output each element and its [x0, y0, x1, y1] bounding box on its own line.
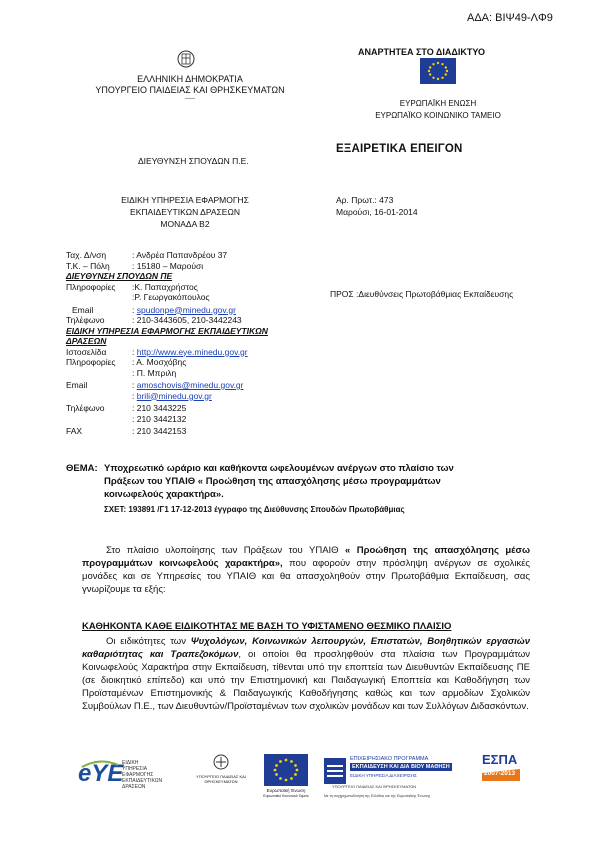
website-label: Ιστοσελίδα	[66, 346, 107, 357]
phone-value: : 210-3443605, 210-3442243	[132, 315, 242, 325]
email-row: Email : spudonpe@minedu.gov.gr	[66, 305, 326, 316]
subject-line-1: Υποχρεωτικό ωράριο και καθήκοντα ωφελουμένων ανέργων στο πλαίσιο των	[104, 463, 454, 474]
ada-code: ΑΔΑ: ΒΙΨ49-ΛΦ9	[467, 12, 553, 24]
phone2-value-2: : 210 3442132	[132, 413, 187, 424]
address-value: : Ανδρέα Παπανδρέου 37	[132, 250, 228, 260]
info2-row	[66, 357, 326, 368]
intro-paragraph: Στο πλαίσιο υλοποίησης των Πράξεων του ΥΠΑΙΘ « Προώθηση της απασχόλησης μέσω προγραμμάτων κοινωφελούς χαρακτήρα», που αφορούν στην πρόσληψη ανέργων σε σχολικές μονάδες και σε Υπηρεσίες του ΥΠΑΙΘ και θα απασχοληθούν στην Πρωτοβάθμια Εκπαίδευση, σας γνωρίζουμε τα εξής:	[82, 545, 531, 595]
program-icon	[324, 758, 346, 784]
ministry-name: ΥΠΟΥΡΓΕΙΟ ΠΑΙΔΕΙΑΣ ΚΑΙ ΘΡΗΣΚΕΥΜΑΤΩΝ	[95, 85, 285, 95]
website-row: Ιστοσελίδα : http://www.eye.minedu.gov.gr	[66, 346, 248, 357]
ministry-logo-text: ΥΠΟΥΡΓΕΙΟ ΠΑΙΔΕΙΑΣ ΚΑΙ ΘΡΗΣΚΕΥΜΑΤΩΝ	[196, 774, 246, 784]
phone2-label: Τηλέφωνο	[66, 403, 105, 413]
program-subtitle: ΕΚΠΑΙΔΕΥΣΗ ΚΑΙ ΔΙΑ ΒΙΟΥ ΜΑΘΗΣΗ	[352, 764, 450, 770]
directorate-name: ΔΙΕΥΘΥΝΣΗ ΣΠΟΥΔΩΝ Π.Ε.	[138, 156, 249, 166]
email2-label: Email	[66, 380, 88, 390]
eye-brand: eYE	[78, 760, 124, 787]
eye-swoosh-icon	[80, 756, 120, 766]
phone2-row-2	[66, 414, 326, 425]
unit-line-1: ΕΙΔΙΚΗ ΥΠΗΡΕΣΙΑ ΕΦΑΡΜΟΓΗΣ	[121, 195, 249, 205]
info-row	[66, 282, 326, 293]
eu-union-label: ΕΥΡΩΠΑΪΚΗ ΕΝΩΣΗ	[399, 99, 477, 108]
postcode-value: : 15180 – Μαρούσι	[132, 260, 204, 271]
protocol-number: Αρ. Πρωτ.: 473	[336, 195, 394, 205]
urgent-label: ΕΞΑΙΡΕΤΙΚΑ ΕΠΕΙΓΟΝ	[336, 143, 463, 155]
program-note: Με τη συγχρηματοδότηση της Ελλάδας και της Ευρωπαϊκής Ένωσης	[324, 794, 431, 798]
subject-line-2: Πράξεων του ΥΠΑΙΘ « Προώθηση της απασχόλησης μέσω προγραμμάτων	[104, 476, 441, 487]
info2-value-1: : Α. Μοσχόβης	[132, 357, 187, 367]
specialties-list: Ψυχολόγων, Κοινωνικών λειτουργών, Επιστατών, Βοηθητικών εργασιών καθαριότητας και Τραπεζοκόμων	[82, 636, 530, 660]
eye-text: ΕΙΔΙΚΗ ΥΠΗΡΕΣΙΑ ΕΦΑΡΜΟΓΗΣ ΕΚΠΑΙΔΕΥΤΙΚΩΝ ΔΡΑΣΕΩΝ	[122, 760, 163, 790]
footer-logos	[0, 748, 595, 808]
phone2-row	[66, 403, 326, 414]
intro-program-name: « Προώθηση της απασχόλησης μέσω προγραμμάτων κοινωφελούς χαρακτήρα»,	[82, 545, 530, 569]
directorate-heading: ΔΙΕΥΘΥΝΣΗ ΣΠΟΥΔΩΝ ΠΕ	[66, 271, 173, 281]
phone2-value-1: : 210 3443225	[132, 403, 187, 413]
postcode-row	[66, 261, 326, 272]
internet-notice: ΑΝΑΡΤΗΤΕΑ ΣΤΟ ΔΙΑΔΙΚΤΥΟ	[358, 47, 485, 57]
email2-link-1[interactable]: amoschovis@minedu.gov.gr	[136, 380, 244, 390]
section-paragraph: Οι ειδικότητες των Ψυχολόγων, Κοινωνικών λειτουργών, Επιστατών, Βοηθητικών εργασιών καθαριότητας και Τραπεζοκόμων, οι οποίοι θα προσληφθούν στα πλαίσια των Προγραμμάτων Κοινωφελούς Χαρακτήρα στην Εκπαίδευση, τίθενται υπό την εποπτεία των Διευθυντών Εκπαίδευσης ΠΕ (σε διοικητικό επίπεδο) και υπό την Επιστημονική και Παιδαγωγική Εποπτεία και Καθοδήγηση των Προϊσταμένων Επιστημονικής & Παιδαγωγικής Καθοδήγησης καθώς και των αρμοδίων Σχολικών Συμβούλων Π.Ε., των Διευθυντών/Προϊσταμένων των σχολικών μονάδων και των Συλλόγων Διδασκόντων.	[82, 636, 530, 712]
postcode-label: Τ.Κ. – Πόλη	[66, 260, 110, 271]
unit-line-2: ΕΚΠΑΙΔΕΥΤΙΚΩΝ ΔΡΑΣΕΩΝ	[130, 207, 240, 217]
contact-block	[66, 250, 326, 437]
program-subtitle-3: ΥΠΟΥΡΓΕΙΟ ΠΑΙΔΕΙΑΣ ΚΑΙ ΘΡΗΣΚΕΥΜΑΤΩΝ	[332, 784, 417, 789]
republic-name: ΕΛΛΗΝΙΚΗ ΔΗΜΟΚΡΑΤΙΑ	[137, 74, 243, 84]
info2-row-2	[66, 368, 326, 379]
email2-link-2[interactable]: brili@minedu.gov.gr	[136, 390, 212, 401]
espa-years: 2007-2013	[484, 770, 516, 777]
protocol-date: Μαρούσι, 16-01-2014	[336, 207, 418, 217]
fax-value: : 210 3442153	[132, 426, 187, 436]
espa-title: ΕΣΠΑ	[482, 752, 518, 767]
subject-reference: ΣΧΕΤ: 193891 /Γ1 17-12-2013 έγγραφο της Διεύθυνσης Σπουδών Πρωτοβάθμιας	[104, 505, 405, 514]
espa-logo	[480, 752, 522, 792]
address-row	[66, 250, 326, 261]
program-subtitle-2: ΕΙΔΙΚΗ ΥΠΗΡΕΣΙΑ ΔΙΑΧΕΙΡΙΣΗΣ	[350, 773, 417, 778]
subject-label: ΘΕΜΑ:	[66, 463, 98, 474]
unit-heading-2: ΔΡΑΣΕΩΝ	[66, 336, 107, 346]
ministry-logo	[196, 754, 246, 798]
section-heading: ΚΑΘΗΚΟΝΤΑ ΚΑΘΕ ΕΙΔΙΚΟΤΗΤΑΣ ΜΕ ΒΑΣΗ ΤΟ ΥΦΙΣΤΑΜΕΝΟ ΘΕΣΜΙΚΟ ΠΛΑΙΣΙΟ	[82, 621, 452, 632]
address-label: Ταχ. Δ/νση	[66, 250, 107, 260]
phone-label: Τηλέφωνο	[66, 315, 105, 325]
unit-heading-1: ΕΙΔΙΚΗ ΥΠΗΡΕΣΙΑ ΕΦΑΡΜΟΓΗΣ ΕΚΠΑΙΔΕΥΤΙΚΩΝ	[66, 325, 268, 336]
unit-line-3: ΜΟΝΑΔΑ Β2	[160, 219, 210, 229]
eu-flag-icon	[420, 58, 456, 84]
email-label: Email	[72, 304, 94, 315]
fax-row	[66, 426, 326, 437]
program-title: ΕΠΙΧΕΙΡΗΣΙΑΚΟ ΠΡΟΓΡΑΜΜΑ	[350, 756, 429, 762]
info2-label: Πληροφορίες	[66, 357, 116, 367]
eye-logo	[78, 754, 178, 804]
info-row-2	[66, 292, 326, 303]
info-label: Πληροφορίες	[66, 281, 116, 292]
info2-value-2: : Π. Μπριλη	[132, 367, 177, 378]
eu-social-fund-label: ΕΥΡΩΠΑΪΚΟ ΚΟΙΝΩΝΙΚΟ ΤΑΜΕΙΟ	[375, 111, 501, 120]
eu-footer-caption-2: Ευρωπαϊκό Κοινωνικό Ταμείο	[263, 794, 309, 798]
email2-row-2: : brili@minedu.gov.gr	[132, 390, 212, 401]
fax-label: FAX	[66, 426, 83, 436]
eu-footer-flag-icon	[264, 754, 308, 786]
recipient: ΠΡΟΣ :Διευθύνσεις Πρωτοβάθμιας Εκπαίδευσης	[330, 289, 514, 299]
header-dashes: -----	[185, 96, 195, 102]
ministry-emblem-icon	[213, 754, 229, 775]
greek-emblem-icon	[177, 49, 195, 69]
phone-row	[66, 315, 326, 326]
info-value-2: :Ρ. Γεωργακόπουλος	[132, 292, 210, 302]
subject-line-3: κοινωφελούς χαρακτήρα».	[104, 489, 224, 500]
info-value-1: :Κ. Παπαχρήστος	[132, 281, 198, 292]
email-link[interactable]: spudonpe@minedu.gov.gr	[136, 304, 236, 315]
email2-row: Email : amoschovis@minedu.gov.gr	[66, 380, 244, 390]
eu-footer-caption: Ευρωπαϊκή Ένωση	[266, 788, 306, 793]
program-logo	[324, 754, 484, 804]
website-link[interactable]: http://www.eye.minedu.gov.gr	[136, 346, 248, 357]
